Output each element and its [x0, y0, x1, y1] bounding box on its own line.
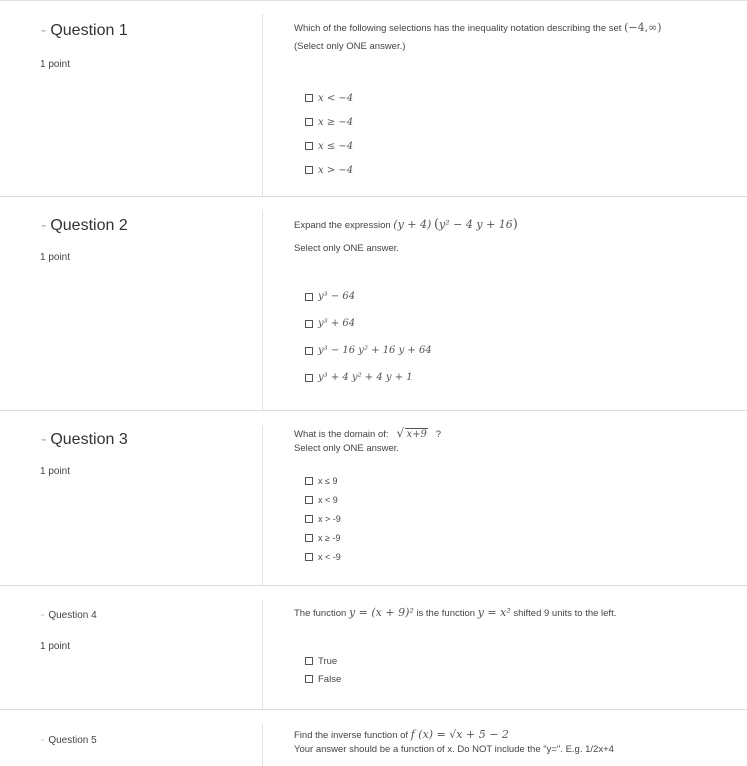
- question-2-instruction: Select only ONE answer.: [294, 243, 400, 254]
- question-1-option-4[interactable]: [305, 158, 353, 182]
- option-label: x ≤ 9: [318, 475, 338, 486]
- question-1-option-2[interactable]: [305, 110, 353, 134]
- question-3-points: 1 point: [40, 466, 71, 477]
- question-3-body: [294, 411, 747, 585]
- question-1-points: 1 point: [40, 59, 71, 70]
- question-5-prompt: [294, 728, 509, 741]
- option-label: y³ + 4 y² + 4 y + 1: [318, 372, 413, 383]
- question-3-option-3[interactable]: [305, 509, 341, 528]
- column-divider: [262, 14, 263, 196]
- question-5-prompt-text: Find the inverse function of: [294, 730, 409, 741]
- question-1-options: [305, 86, 353, 182]
- question-2-prompt: Expand the expression (y + 4) (y² − 4 y + 16): [294, 217, 518, 232]
- question-2-body: [294, 197, 747, 410]
- question-3-title: [41, 431, 128, 449]
- option-label: False: [318, 673, 342, 685]
- question-3-header: [0, 411, 262, 585]
- question-5-instruction: Your answer should be a function of x. Do NOT include the "y=". E.g. 1/2x+4: [294, 744, 614, 755]
- question-4-title-text: Question 4: [48, 610, 97, 621]
- checkbox[interactable]: [305, 142, 313, 150]
- checkbox[interactable]: [305, 477, 313, 485]
- collapse-dash-icon[interactable]: -: [41, 431, 47, 448]
- question-2-points: 1 point: [40, 252, 71, 263]
- question-4-prompt-math-b: y = x²: [477, 606, 511, 619]
- checkbox[interactable]: [305, 553, 313, 561]
- option-label: x > −4: [318, 164, 354, 176]
- option-label: x > -9: [318, 513, 341, 524]
- question-5-header: [0, 710, 262, 766]
- question-3-prompt-text: What is the domain of:: [294, 429, 389, 440]
- question-5-title-text: Question 5: [48, 735, 97, 746]
- question-1-option-1[interactable]: [305, 86, 353, 110]
- option-label: y³ − 64: [318, 291, 356, 302]
- question-4-prompt-a: The function: [294, 608, 347, 619]
- option-label: x < 9: [318, 494, 338, 505]
- option-label: x ≥ −4: [318, 116, 354, 128]
- option-label: x < -9: [318, 551, 341, 562]
- question-3-option-4[interactable]: [305, 528, 341, 547]
- question-4-points: 1 point: [40, 641, 71, 652]
- option-label: y³ − 16 y² + 16 y + 64: [318, 345, 432, 356]
- column-divider: [262, 724, 263, 766]
- question-5-title: [41, 735, 97, 746]
- question-3-block: [0, 411, 747, 586]
- question-3-option-5[interactable]: [305, 547, 341, 566]
- checkbox[interactable]: [305, 293, 313, 301]
- column-divider: [262, 600, 263, 709]
- question-1-prompt: [294, 21, 662, 34]
- checkbox[interactable]: [305, 118, 313, 126]
- question-2-prompt-math-a: (y + 4): [393, 218, 432, 231]
- question-1-prompt-math: (−4,∞): [624, 21, 662, 34]
- question-2-title: [41, 217, 128, 235]
- question-2-block: [0, 197, 747, 411]
- question-2-prompt-text: Expand the expression: [294, 220, 391, 231]
- question-2-option-1[interactable]: [305, 283, 432, 310]
- checkbox[interactable]: [305, 166, 313, 174]
- question-4-block: [0, 586, 747, 710]
- question-5-block: [0, 710, 747, 766]
- question-2-header: [0, 197, 262, 410]
- option-label: True: [318, 655, 338, 667]
- question-2-options: [305, 283, 432, 391]
- column-divider: [262, 425, 263, 585]
- checkbox[interactable]: [305, 94, 313, 102]
- question-1-instruction: (Select only ONE answer.): [294, 41, 406, 52]
- question-4-body: [294, 586, 747, 709]
- question-4-prompt-b: is the function: [416, 608, 476, 619]
- option-label: x < −4: [318, 92, 354, 104]
- question-3-prompt-math: x+9: [406, 429, 427, 440]
- question-3-options: [305, 471, 341, 566]
- question-1-header: [0, 0, 262, 196]
- checkbox[interactable]: [305, 534, 313, 542]
- question-4-option-false[interactable]: [305, 670, 341, 688]
- question-2-title-text: Question 2: [50, 217, 128, 234]
- question-1-title: [41, 22, 128, 40]
- question-4-prompt-math-a: y = (x + 9)²: [348, 606, 414, 619]
- question-3-instruction: Select only ONE answer.: [294, 443, 400, 454]
- checkbox[interactable]: [305, 374, 313, 382]
- question-1-option-3[interactable]: [305, 134, 353, 158]
- option-label: x ≤ −4: [318, 140, 354, 152]
- checkbox[interactable]: [305, 675, 313, 683]
- option-label: y³ + 64: [318, 318, 356, 329]
- question-1-body: [294, 0, 747, 196]
- question-3-sqrt: √ x+9: [396, 426, 427, 440]
- checkbox[interactable]: [305, 515, 313, 523]
- question-4-prompt-c: shifted 9 units to the left.: [513, 608, 617, 619]
- question-3-title-text: Question 3: [50, 431, 128, 448]
- collapse-dash-icon[interactable]: -: [41, 217, 47, 234]
- question-4-option-true[interactable]: [305, 652, 341, 670]
- question-1-prompt-text: Which of the following selections has the inequality notation describing the set: [294, 23, 622, 34]
- question-5-prompt-math: f (x) = √x + 5 − 2: [410, 728, 509, 741]
- question-5-body: [294, 710, 747, 766]
- question-4-header: [0, 586, 262, 709]
- collapse-dash-icon[interactable]: -: [41, 22, 47, 39]
- collapse-dash-icon[interactable]: -: [41, 610, 45, 621]
- question-4-title: [41, 610, 97, 621]
- question-3-option-1[interactable]: [305, 471, 341, 490]
- column-divider: [262, 211, 263, 410]
- question-1-block: [0, 0, 747, 197]
- checkbox[interactable]: [305, 657, 313, 665]
- question-2-option-4[interactable]: [305, 364, 432, 391]
- question-4-options: [305, 652, 341, 688]
- question-2-option-2[interactable]: [305, 310, 432, 337]
- option-label: x ≥ -9: [318, 532, 341, 543]
- question-3-prompt: [294, 426, 442, 440]
- question-3-prompt-suffix: ?: [435, 429, 442, 440]
- question-4-prompt: [294, 606, 616, 619]
- checkbox[interactable]: [305, 320, 313, 328]
- question-1-title-text: Question 1: [50, 22, 128, 39]
- question-3-option-2[interactable]: [305, 490, 341, 509]
- checkbox[interactable]: [305, 496, 313, 504]
- question-2-prompt-math-b: y² − 4 y + 16: [439, 218, 513, 231]
- checkbox[interactable]: [305, 347, 313, 355]
- collapse-dash-icon[interactable]: -: [41, 735, 45, 746]
- question-2-option-3[interactable]: [305, 337, 432, 364]
